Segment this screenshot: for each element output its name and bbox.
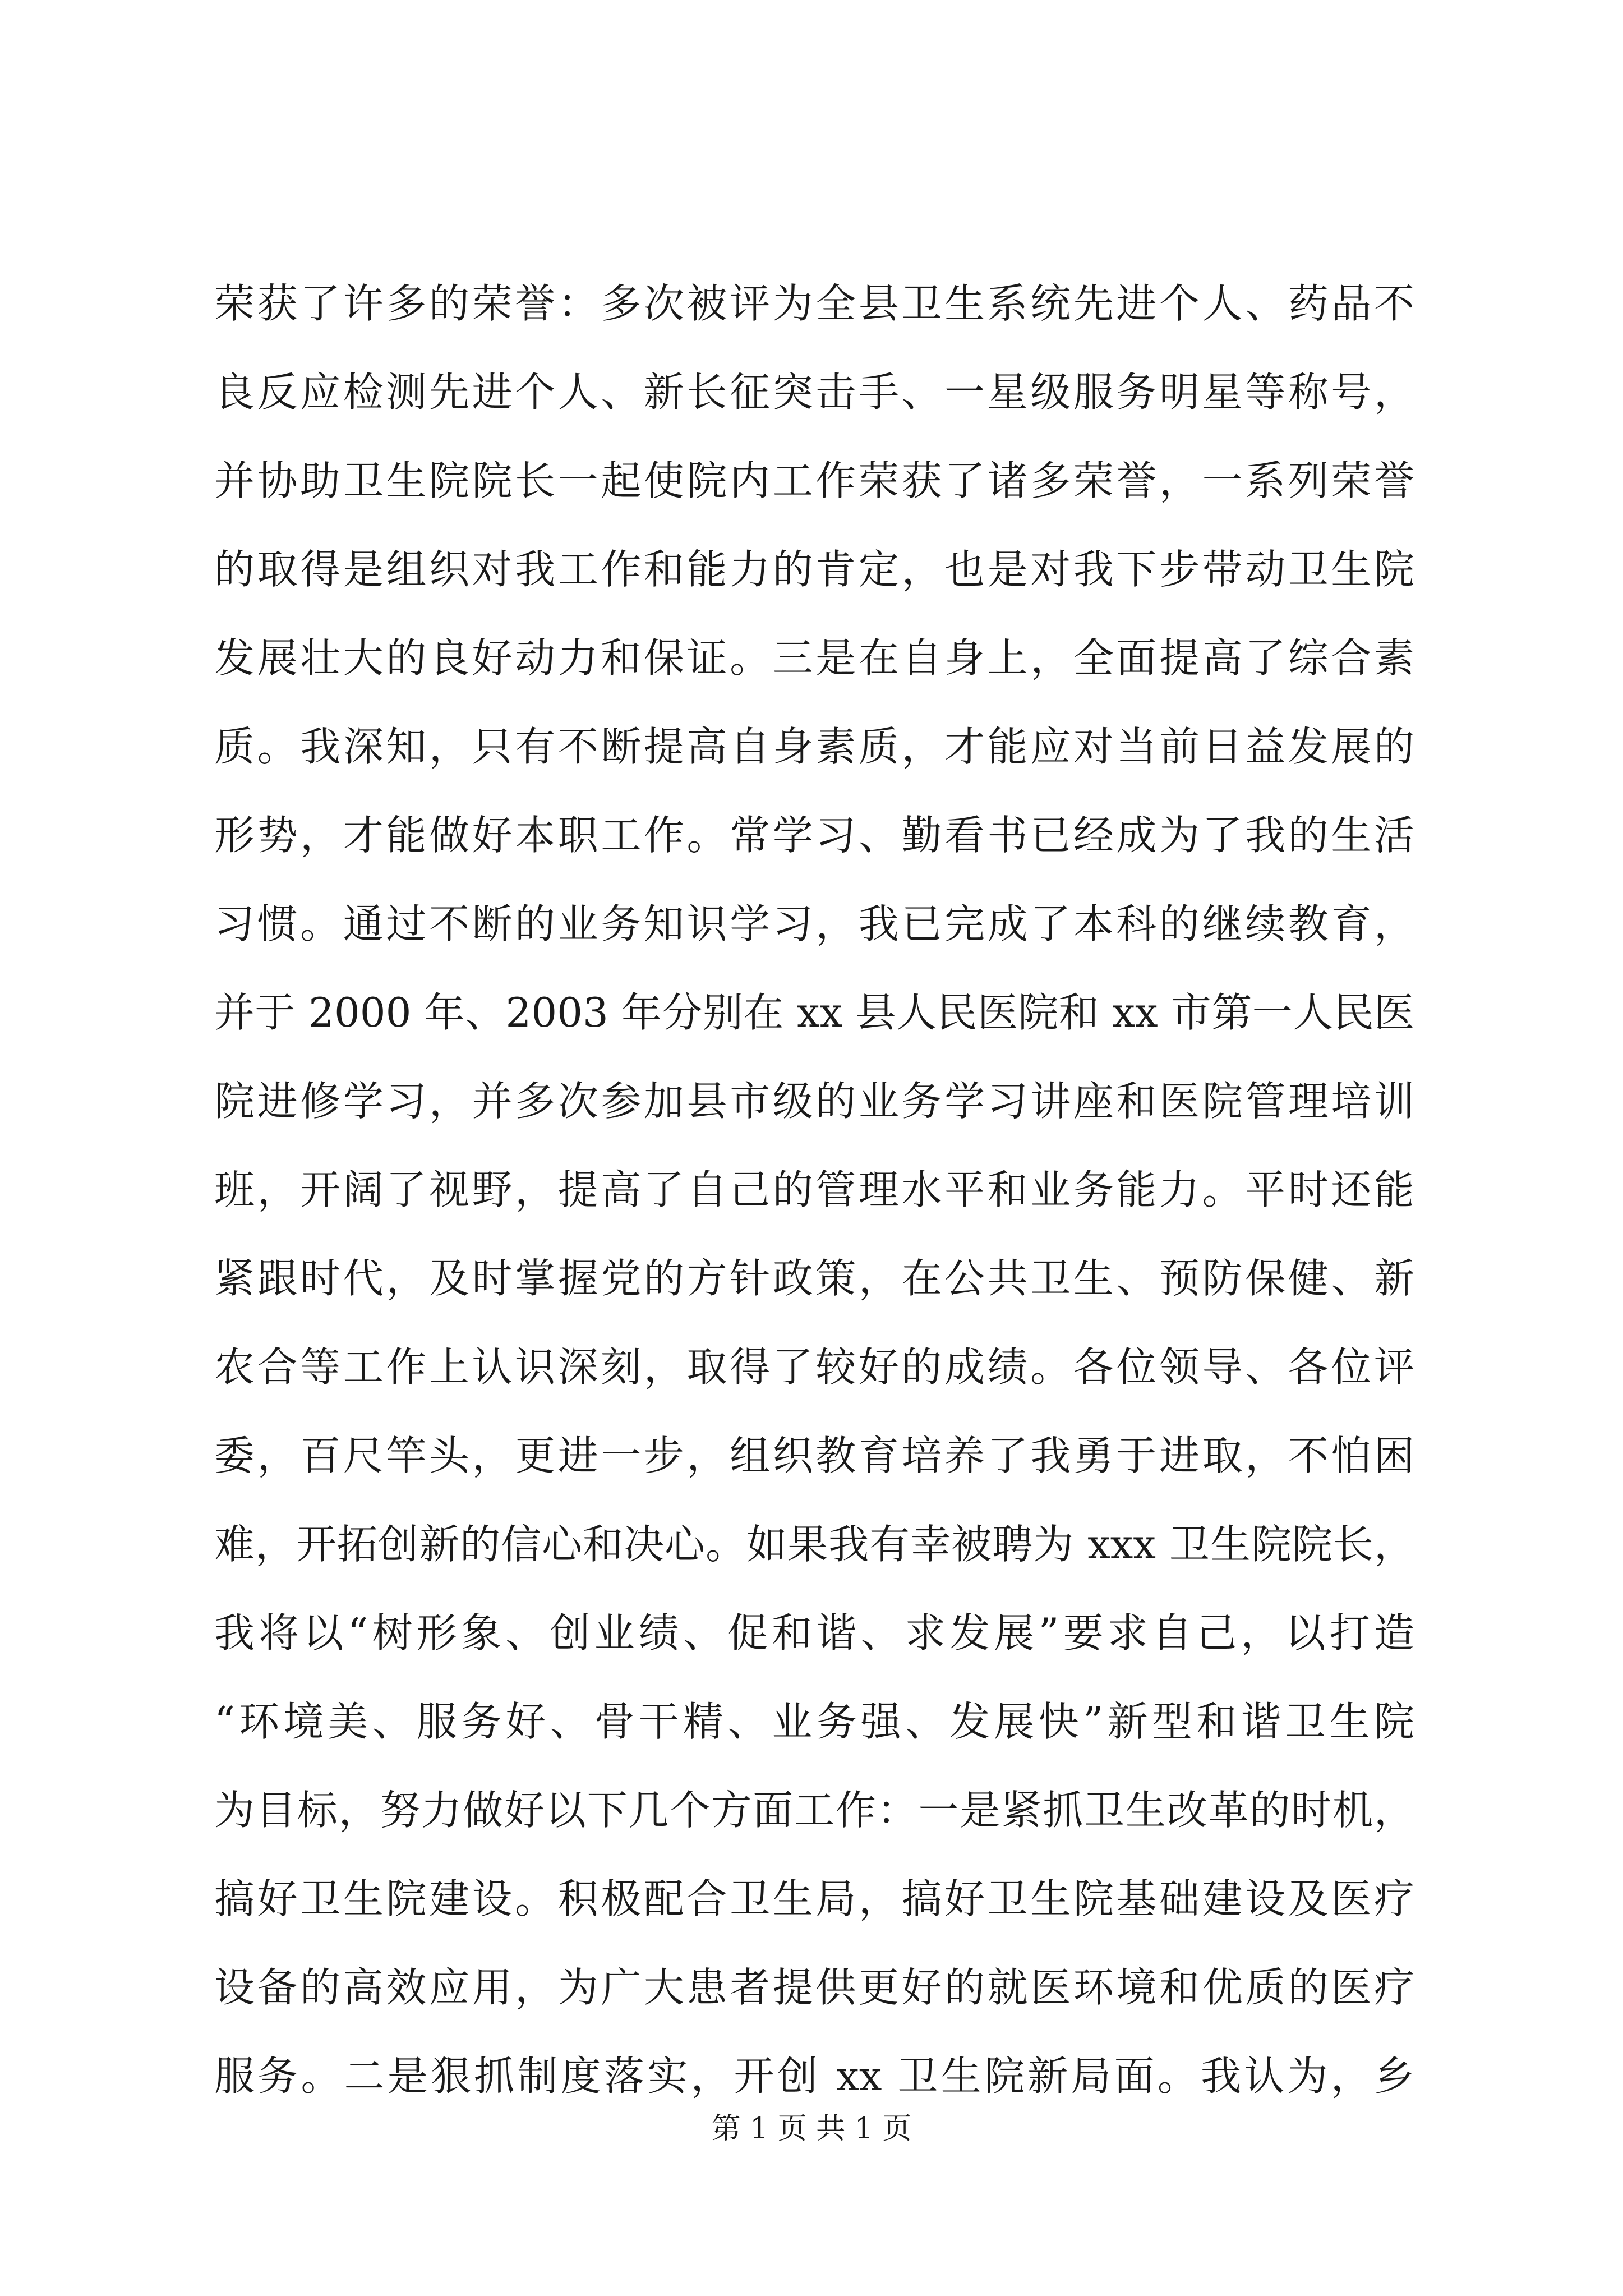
text-line: “环境美、服务好、骨干精、业务强、发展快”新型和谐卫生院 [214, 1698, 1414, 1745]
text-line: 设备的高效应用，为广大患者提供更好的就医环境和优质的医疗 [214, 1964, 1414, 2011]
text-line: 班，开阔了视野，提高了自己的管理水平和业务能力。平时还能 [214, 1166, 1414, 1213]
text-line: 并协助卫生院院长一起使院内工作荣获了诸多荣誉，一系列荣誉 [214, 457, 1414, 504]
text-line: 质。我深知，只有不断提高自身素质，才能应对当前日益发展的 [214, 723, 1414, 770]
body-text [214, 259, 1414, 2120]
text-line: 院进修学习，并多次参加县市级的业务学习讲座和医院管理培训 [214, 1078, 1414, 1125]
text-line: 的取得是组织对我工作和能力的肯定，也是对我下步带动卫生院 [214, 546, 1414, 593]
text-line: 习惯。通过不断的业务知识学习，我已完成了本科的继续教育， [214, 900, 1414, 947]
text-line: 服务。二是狠抓制度落实，开创 xx 卫生院新局面。我认为，乡 [214, 2053, 1414, 2100]
page-footer: 第 1 页 共 1 页 [711, 2112, 912, 2146]
text-line: 农合等工作上认识深刻，取得了较好的成绩。各位领导、各位评 [214, 1343, 1414, 1391]
text-line: 发展壮大的良好动力和保证。三是在自身上，全面提高了综合素 [214, 634, 1414, 682]
text-line: 搞好卫生院建设。积极配合卫生局，搞好卫生院基础建设及医疗 [214, 1875, 1414, 1922]
text-line: 荣获了许多的荣誉：多次被评为全县卫生系统先进个人、药品不 [214, 280, 1414, 327]
text-line: 良反应检测先进个人、新长征突击手、一星级服务明星等称号， [214, 369, 1414, 416]
text-line: 并于 2000 年、2003 年分别在 xx 县人民医院和 xx 市第一人民医 [214, 989, 1414, 1036]
text-line: 委，百尺竿头，更进一步，组织教育培养了我勇于进取，不怕困 [214, 1432, 1414, 1479]
text-line: 我将以“树形象、创业绩、促和谐、求发展”要求自己，以打造 [214, 1609, 1414, 1657]
text-line: 难，开拓创新的信心和决心。如果我有幸被聘为 xxx 卫生院院长， [214, 1521, 1414, 1568]
text-line: 形势，才能做好本职工作。常学习、勤看书已经成为了我的生活 [214, 812, 1414, 859]
text-line: 紧跟时代，及时掌握党的方针政策，在公共卫生、预防保健、新 [214, 1255, 1414, 1302]
text-line: 为目标，努力做好以下几个方面工作：一是紧抓卫生改革的时机， [214, 1787, 1414, 1834]
